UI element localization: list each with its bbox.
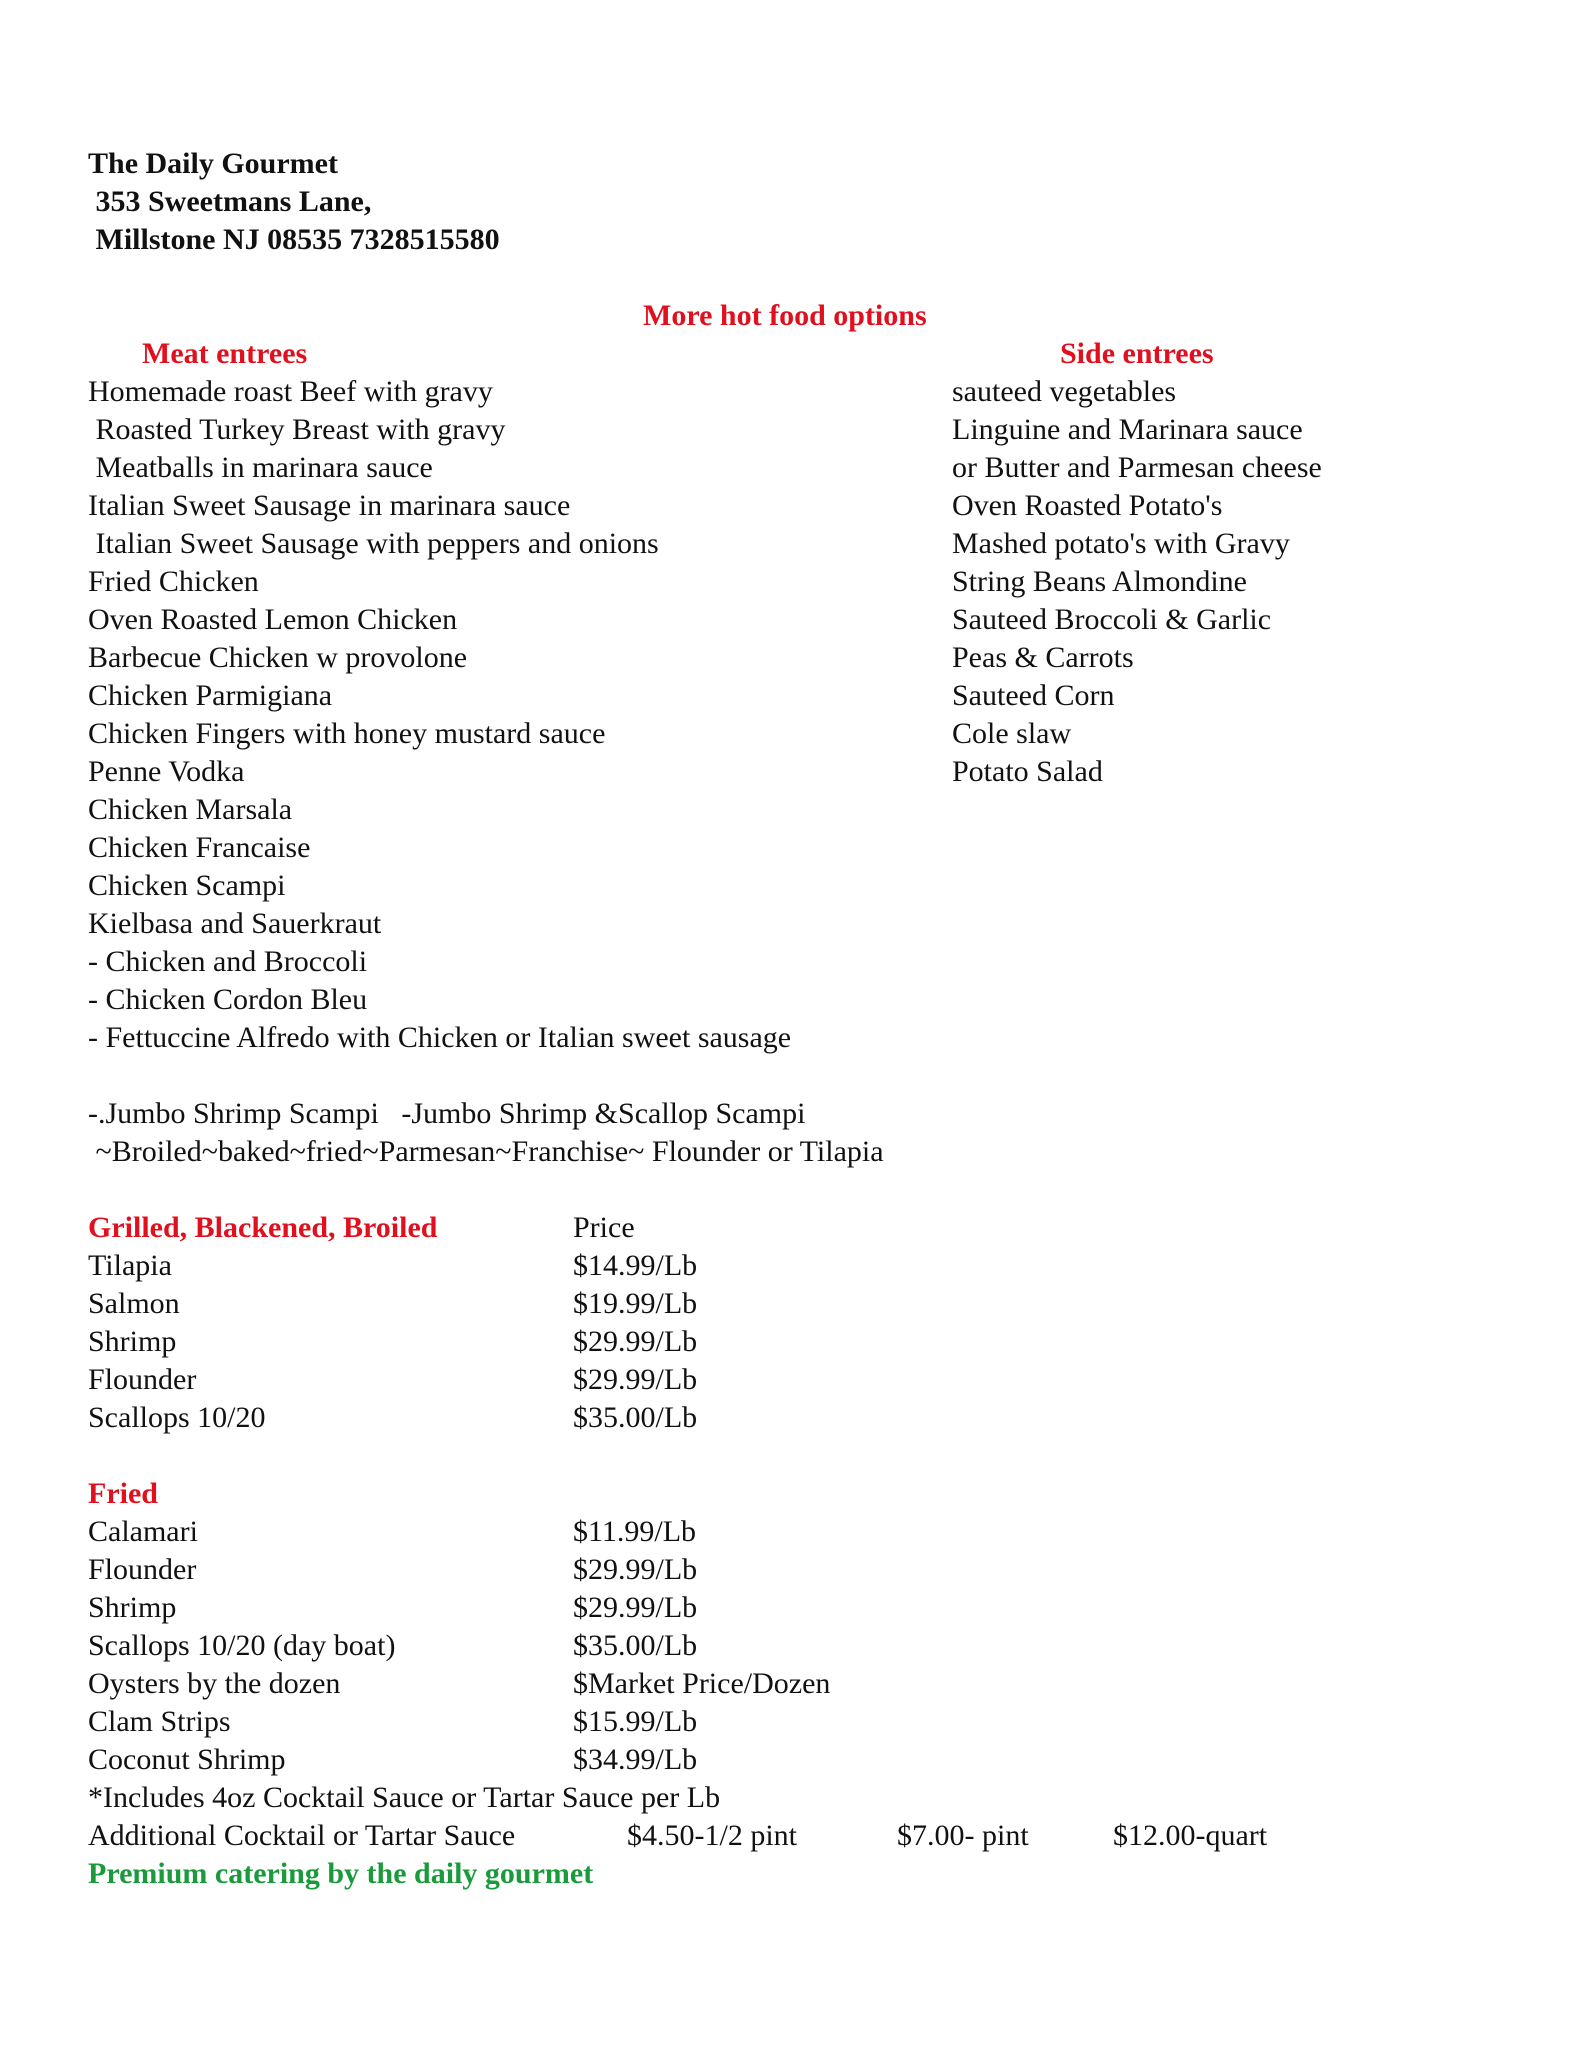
meat-entree-item: Chicken Marsala (88, 793, 293, 826)
side-entree-item: Sauteed Broccoli & Garlic (952, 603, 1272, 636)
meat-entree-item: Chicken Francaise (88, 831, 311, 864)
business-name: The Daily Gourmet (88, 147, 338, 180)
meat-entree-item: Fried Chicken (88, 565, 259, 598)
fried-item-name: Scallops 10/20 (day boat) (88, 1629, 396, 1662)
side-entree-item: Linguine and Marinara sauce (952, 413, 1303, 446)
side-entree-item: sauteed vegetables (952, 375, 1177, 408)
meat-entree-item: Meatballs in marinara sauce (88, 451, 433, 484)
sauce-half-pint-price: $4.50-1/2 pint (627, 1819, 797, 1852)
business-city-phone: Millstone NJ 08535 7328515580 (88, 223, 500, 256)
grilled-item-name: Tilapia (88, 1249, 172, 1282)
side-entree-item: Potato Salad (952, 755, 1103, 788)
fried-item-price: $34.99/Lb (573, 1743, 698, 1776)
footer-tagline: Premium catering by the daily gourmet (88, 1857, 594, 1890)
meat-entree-item: Oven Roasted Lemon Chicken (88, 603, 458, 636)
meat-entree-item: - Chicken Cordon Bleu (88, 983, 368, 1016)
grilled-item-price: $14.99/Lb (573, 1249, 698, 1282)
grilled-heading: Grilled, Blackened, Broiled (88, 1211, 438, 1244)
side-heading: Side entrees (1060, 337, 1214, 370)
meat-entree-item: Penne Vodka (88, 755, 245, 788)
price-heading: Price (573, 1211, 635, 1244)
meat-entree-item: Roasted Turkey Breast with gravy (88, 413, 506, 446)
grilled-item-name: Shrimp (88, 1325, 177, 1358)
fried-item-price: $35.00/Lb (573, 1629, 698, 1662)
side-entree-item: Cole slaw (952, 717, 1072, 750)
fried-item-price: $29.99/Lb (573, 1591, 698, 1624)
meat-heading: Meat entrees (142, 337, 308, 370)
seafood-line: ~Broiled~baked~fried~Parmesan~Franchise~ Flounder or Tilapia (88, 1135, 884, 1168)
fried-item-name: Coconut Shrimp (88, 1743, 286, 1776)
fried-item-price: $15.99/Lb (573, 1705, 698, 1738)
sauce-label: Additional Cocktail or Tartar Sauce (88, 1819, 516, 1852)
meat-entree-item: - Chicken and Broccoli (88, 945, 368, 978)
meat-entree-item: Homemade roast Beef with gravy (88, 375, 493, 408)
meat-entree-item: Kielbasa and Sauerkraut (88, 907, 382, 940)
side-entree-item: Peas & Carrots (952, 641, 1134, 674)
grilled-item-price: $29.99/Lb (573, 1363, 698, 1396)
fried-item-name: Flounder (88, 1553, 197, 1586)
grilled-item-name: Salmon (88, 1287, 180, 1320)
side-entree-item: Mashed potato's with Gravy (952, 527, 1290, 560)
fried-item-price: $Market Price/Dozen (573, 1667, 831, 1700)
fried-item-name: Calamari (88, 1515, 198, 1548)
seafood-line: -.Jumbo Shrimp Scampi -Jumbo Shrimp &Scallop Scampi (88, 1097, 806, 1130)
side-entree-item: Sauteed Corn (952, 679, 1115, 712)
grilled-item-price: $29.99/Lb (573, 1325, 698, 1358)
grilled-item-price: $19.99/Lb (573, 1287, 698, 1320)
sauce-quart-price: $12.00-quart (1113, 1819, 1268, 1852)
side-entree-item: String Beans Almondine (952, 565, 1247, 598)
side-entree-item: or Butter and Parmesan cheese (952, 451, 1322, 484)
meat-entree-item: Chicken Parmigiana (88, 679, 333, 712)
meat-entree-item: Chicken Fingers with honey mustard sauce (88, 717, 606, 750)
grilled-item-name: Flounder (88, 1363, 197, 1396)
grilled-item-name: Scallops 10/20 (88, 1401, 266, 1434)
meat-entree-item: Chicken Scampi (88, 869, 286, 902)
fried-item-name: Oysters by the dozen (88, 1667, 341, 1700)
meat-entree-item: Italian Sweet Sausage in marinara sauce (88, 489, 571, 522)
fried-item-price: $11.99/Lb (573, 1515, 697, 1548)
fried-heading: Fried (88, 1477, 158, 1510)
meat-entree-item: Italian Sweet Sausage with peppers and onions (88, 527, 659, 560)
fried-item-price: $29.99/Lb (573, 1553, 698, 1586)
sauce-pint-price: $7.00- pint (897, 1819, 1029, 1852)
side-entree-item: Oven Roasted Potato's (952, 489, 1223, 522)
business-address: 353 Sweetmans Lane, (88, 185, 372, 218)
fried-item-name: Clam Strips (88, 1705, 231, 1738)
meat-entree-item: Barbecue Chicken w provolone (88, 641, 468, 674)
meat-entree-item: - Fettuccine Alfredo with Chicken or Italian sweet sausage (88, 1021, 792, 1054)
grilled-item-price: $35.00/Lb (573, 1401, 698, 1434)
sauce-note: *Includes 4oz Cocktail Sauce or Tartar Sauce per Lb (88, 1781, 721, 1814)
section-title: More hot food options (643, 299, 927, 332)
fried-item-name: Shrimp (88, 1591, 177, 1624)
